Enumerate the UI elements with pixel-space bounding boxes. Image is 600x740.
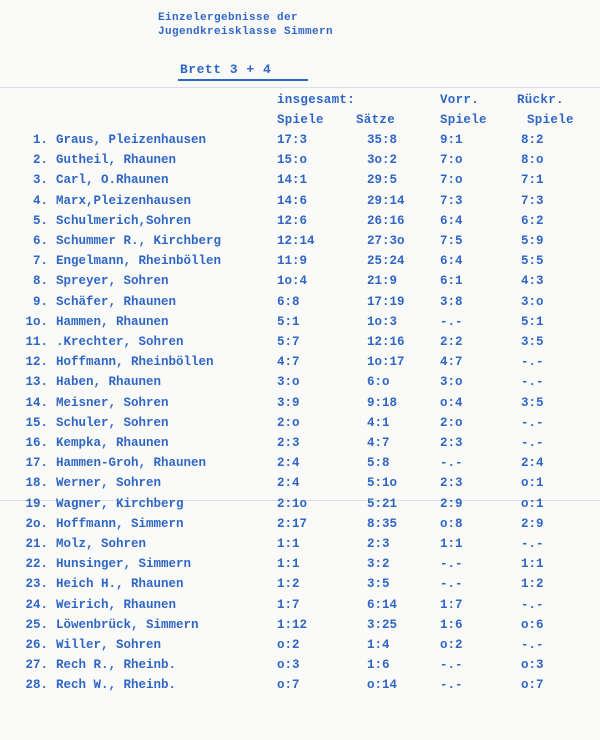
games-total: 15:o (277, 153, 308, 168)
sets-total: 26:16 (367, 213, 405, 228)
board-heading: Brett 3 + 4 (180, 62, 272, 77)
sets-total: 27:3o (367, 234, 405, 248)
player-name: Löwenbrück, Simmern (56, 617, 199, 632)
player-name: Rech R., Rheinb. (56, 658, 177, 673)
games-second-round: 8:o (521, 153, 544, 168)
rank: 3. (32, 173, 48, 188)
player-name: Carl, O.Rhaunen (56, 173, 169, 188)
games-total: 2:4 (277, 476, 300, 491)
games-total: 1:7 (277, 597, 300, 612)
player-name: Weirich, Rhaunen (56, 597, 177, 612)
games-first-round: 2:3 (440, 476, 463, 491)
sets-total: 17:19 (367, 294, 405, 309)
player-name: Rech W., Rheinb. (56, 678, 177, 693)
games-total: o:7 (277, 678, 300, 693)
rank: 7. (32, 254, 48, 269)
rank: 24. (25, 597, 48, 612)
player-name: Graus, Pleizenhausen (56, 133, 207, 147)
games-second-round: o:7 (521, 678, 544, 693)
games-second-round: -.- (521, 415, 544, 430)
player-name: Hammen-Groh, Rhaunen (56, 456, 207, 471)
games-first-round: 1:1 (440, 537, 463, 551)
player-name: Molz, Sohren (56, 537, 147, 551)
board-heading-underline (178, 79, 308, 81)
games-first-round: 3:o (440, 375, 463, 390)
games-total: 5:7 (277, 335, 300, 349)
table-row (0, 153, 600, 173)
sets-total: 35:8 (367, 133, 398, 147)
games-first-round: -.- (440, 557, 463, 572)
sets-total: 3:25 (367, 617, 398, 632)
table-row (0, 396, 600, 416)
rank: 2. (32, 153, 48, 168)
player-name: Schuler, Sohren (56, 415, 169, 430)
games-total: 4:7 (277, 355, 300, 370)
sets-total: 9:18 (367, 395, 398, 410)
header-rueckrunde: Rückr. (517, 93, 564, 107)
paper-fold-line (0, 87, 600, 88)
games-second-round: -.- (521, 597, 544, 612)
rank: 21. (25, 537, 48, 551)
rank: 8. (32, 274, 48, 289)
table-row (0, 436, 600, 456)
player-name: Spreyer, Sohren (56, 274, 169, 289)
table-row (0, 497, 600, 517)
games-first-round: 6:4 (440, 254, 463, 269)
player-name: Kempka, Rhaunen (56, 436, 169, 450)
table-row (0, 375, 600, 395)
games-first-round: 2:o (440, 415, 463, 430)
games-total: 11:9 (277, 254, 308, 269)
player-name: Heich H., Rhaunen (56, 577, 184, 592)
player-name: Hoffmann, Simmern (56, 516, 184, 531)
table-row (0, 476, 600, 496)
player-name: Meisner, Sohren (56, 395, 169, 410)
sets-total: 6:o (367, 375, 390, 390)
games-second-round: o:1 (521, 496, 544, 511)
games-total: 6:8 (277, 294, 300, 309)
games-total: 1o:4 (277, 274, 308, 289)
header-spiele-total: Spiele (277, 113, 324, 127)
player-name: Werner, Sohren (56, 476, 162, 491)
rank: 2o. (25, 516, 48, 531)
games-total: 17:3 (277, 133, 308, 147)
games-total: 5:1 (277, 314, 300, 329)
sets-total: 1:4 (367, 638, 390, 652)
player-name: .Krechter, Sohren (56, 335, 184, 349)
player-name: Schummer R., Kirchberg (56, 234, 222, 248)
rank: 4. (32, 193, 48, 208)
games-first-round: 6:1 (440, 274, 463, 289)
games-second-round: 4:3 (521, 274, 544, 289)
rank: 22. (25, 557, 48, 572)
games-total: 2:1o (277, 496, 308, 511)
games-second-round: 3:o (521, 294, 544, 309)
rank: 13. (25, 375, 48, 390)
header-saetze: Sätze (356, 113, 396, 127)
games-second-round: 1:2 (521, 577, 544, 592)
rank: 28. (25, 678, 48, 693)
rank: 12. (25, 355, 48, 370)
rank: 15. (25, 415, 48, 430)
games-second-round: 2:9 (521, 516, 544, 531)
games-first-round: -.- (440, 456, 463, 471)
sets-total: 5:21 (367, 496, 398, 511)
table-row (0, 456, 600, 476)
games-second-round: 5:5 (521, 254, 544, 269)
games-second-round: -.- (521, 638, 544, 652)
games-first-round: o:8 (440, 516, 463, 531)
sets-total: 12:16 (367, 335, 405, 349)
player-name: Hoffmann, Rheinböllen (56, 355, 214, 370)
header-spiele-rueckr: Spiele (527, 113, 574, 127)
games-first-round: 3:8 (440, 294, 463, 309)
table-row (0, 173, 600, 193)
player-name: Willer, Sohren (56, 638, 162, 652)
player-name: Haben, Rhaunen (56, 375, 162, 390)
document-subtitle: Jugendkreisklasse Simmern (158, 26, 334, 38)
table-row (0, 254, 600, 274)
games-first-round: 6:4 (440, 213, 463, 228)
games-total: 2:17 (277, 516, 308, 531)
sets-total: 3:5 (367, 577, 390, 592)
sets-total: 29:14 (367, 193, 405, 208)
header-insgesamt: insgesamt: (277, 93, 356, 107)
table-row (0, 234, 600, 254)
games-first-round: 2:3 (440, 436, 463, 450)
games-second-round: 7:1 (521, 173, 544, 188)
rank: 1o. (25, 314, 48, 329)
table-row (0, 355, 600, 375)
games-first-round: 9:1 (440, 133, 463, 147)
sets-total: o:14 (367, 678, 398, 693)
table-row (0, 295, 600, 315)
sets-total: 25:24 (367, 254, 405, 269)
games-first-round: 2:9 (440, 496, 463, 511)
sets-total: 5:1o (367, 476, 398, 491)
games-first-round: -.- (440, 658, 463, 673)
games-second-round: 2:4 (521, 456, 544, 471)
table-row (0, 598, 600, 618)
games-total: 1:1 (277, 557, 300, 572)
games-first-round: -.- (440, 678, 463, 693)
player-name: Gutheil, Rhaunen (56, 153, 177, 168)
games-second-round: 3:5 (521, 335, 544, 349)
player-name: Schulmerich,Sohren (56, 213, 192, 228)
rank: 26. (25, 638, 48, 652)
table-row (0, 335, 600, 355)
games-total: o:3 (277, 658, 300, 673)
rank: 27. (25, 658, 48, 673)
games-first-round: 1:6 (440, 617, 463, 632)
table-row (0, 194, 600, 214)
rank: 11. (25, 335, 48, 349)
header-vorrunde: Vorr. (440, 93, 480, 107)
games-first-round: 4:7 (440, 355, 463, 370)
sets-total: 3:2 (367, 557, 390, 572)
rank: 1. (32, 133, 48, 147)
sets-total: 2:3 (367, 537, 390, 551)
games-second-round: -.- (521, 375, 544, 390)
sets-total: 1o:3 (367, 314, 398, 329)
games-first-round: -.- (440, 314, 463, 329)
player-name: Schäfer, Rhaunen (56, 294, 177, 309)
sets-total: 3o:2 (367, 153, 398, 168)
player-name: Hammen, Rhaunen (56, 314, 169, 329)
games-second-round: 6:2 (521, 213, 544, 228)
rank: 18. (25, 476, 48, 491)
table-row (0, 577, 600, 597)
sets-total: 21:9 (367, 274, 398, 289)
rank: 19. (25, 496, 48, 511)
sets-total: 1o:17 (367, 355, 405, 370)
document-title: Einzelergebnisse der (158, 12, 299, 24)
games-total: 12:14 (277, 234, 315, 248)
player-name: Engelmann, Rheinböllen (56, 254, 222, 269)
player-name: Wagner, Kirchberg (56, 496, 184, 511)
rank: 14. (25, 395, 48, 410)
table-row (0, 517, 600, 537)
games-total: 1:12 (277, 617, 308, 632)
sets-total: 5:8 (367, 456, 390, 471)
games-total: 2:4 (277, 456, 300, 471)
header-spiele-vorr: Spiele (440, 113, 487, 127)
games-total: 14:1 (277, 173, 308, 188)
games-first-round: 7:3 (440, 193, 463, 208)
games-first-round: o:4 (440, 395, 463, 410)
sets-total: 4:1 (367, 415, 390, 430)
sets-total: 6:14 (367, 597, 398, 612)
games-second-round: 3:5 (521, 395, 544, 410)
table-row (0, 214, 600, 234)
rank: 9. (32, 294, 48, 309)
rank: 17. (25, 456, 48, 471)
rank: 25. (25, 617, 48, 632)
games-first-round: 7:o (440, 153, 463, 168)
games-first-round: -.- (440, 577, 463, 592)
games-total: 1:1 (277, 537, 300, 551)
games-second-round: -.- (521, 436, 544, 450)
games-total: 1:2 (277, 577, 300, 592)
games-total: 12:6 (277, 213, 308, 228)
table-row (0, 678, 600, 698)
table-row (0, 658, 600, 678)
games-second-round: -.- (521, 355, 544, 370)
games-second-round: o:6 (521, 617, 544, 632)
games-total: 2:3 (277, 436, 300, 450)
games-total: o:2 (277, 638, 300, 652)
table-row (0, 557, 600, 577)
games-first-round: o:2 (440, 638, 463, 652)
games-first-round: 7:5 (440, 234, 463, 248)
rank: 16. (25, 436, 48, 450)
table-row (0, 133, 600, 153)
games-total: 2:o (277, 415, 300, 430)
games-second-round: 5:1 (521, 314, 544, 329)
games-first-round: 2:2 (440, 335, 463, 349)
games-second-round: 5:9 (521, 234, 544, 248)
games-first-round: 1:7 (440, 597, 463, 612)
table-row (0, 416, 600, 436)
games-second-round: o:1 (521, 476, 544, 491)
table-row (0, 315, 600, 335)
games-second-round: 7:3 (521, 193, 544, 208)
games-first-round: 7:o (440, 173, 463, 188)
table-row (0, 537, 600, 557)
games-second-round: 1:1 (521, 557, 544, 572)
games-total: 3:o (277, 375, 300, 390)
rank: 23. (25, 577, 48, 592)
sets-total: 29:5 (367, 173, 398, 188)
table-row (0, 638, 600, 658)
rank: 5. (32, 213, 48, 228)
player-name: Hunsinger, Simmern (56, 557, 192, 572)
sets-total: 8:35 (367, 516, 398, 531)
table-row (0, 274, 600, 294)
games-total: 14:6 (277, 193, 308, 208)
rank: 6. (32, 234, 48, 248)
table-row (0, 618, 600, 638)
games-second-round: 8:2 (521, 133, 544, 147)
sets-total: 1:6 (367, 658, 390, 673)
player-name: Marx,Pleizenhausen (56, 193, 192, 208)
games-total: 3:9 (277, 395, 300, 410)
games-second-round: o:3 (521, 658, 544, 673)
sets-total: 4:7 (367, 436, 390, 450)
games-second-round: -.- (521, 537, 544, 551)
